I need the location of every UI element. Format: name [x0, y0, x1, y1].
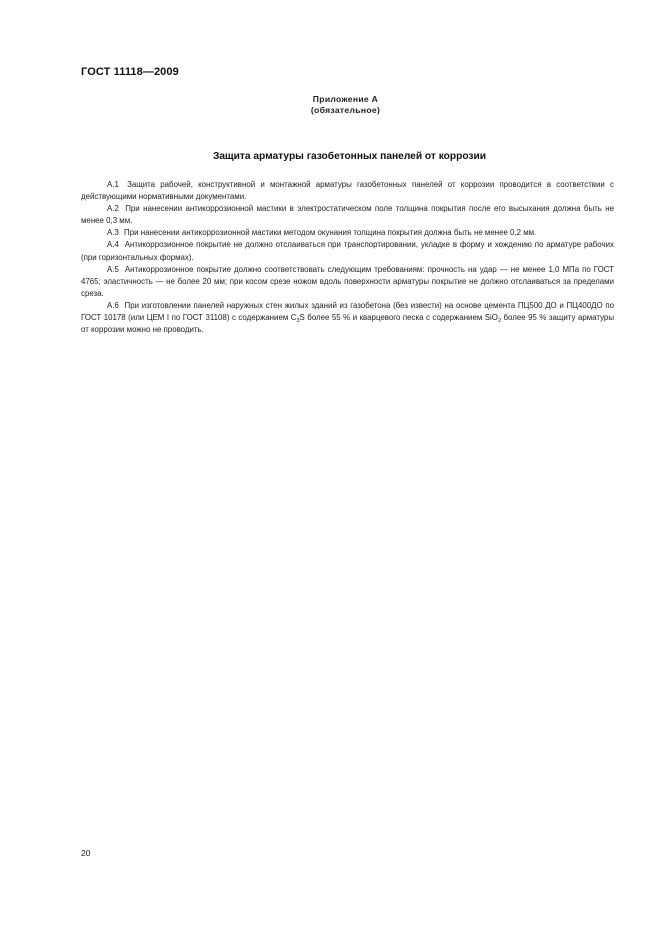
paragraph-a4 — [81, 239, 614, 263]
subscript: 2 — [497, 318, 501, 325]
paragraph-number: А.2 — [107, 204, 119, 214]
paragraph-a5 — [81, 264, 614, 300]
paragraph-number: А.6 — [107, 300, 119, 310]
standard-header: ГОСТ 11118—2009 — [81, 66, 179, 78]
body-text — [81, 179, 614, 336]
page-number: 20 — [81, 848, 91, 858]
paragraph-text: Защита рабочей, конструктивной и монтажной арматуры газобетонных панелей от коррозии проводится в соответствии с действующими нормативными документами. — [81, 180, 614, 202]
paragraph-number: А.3 — [107, 228, 119, 238]
paragraph-number: А.5 — [107, 264, 119, 274]
subscript: 3 — [296, 318, 300, 325]
paragraph-text: При нанесении антикоррозионной мастики методом окунания толщина покрытия должна быть не менее 0,2 мм. — [124, 228, 537, 238]
paragraph-text: Антикоррозионное покрытие должно соответствовать следующим требованиям: прочность на удар — не менее 1,0 МПа по ГОСТ 4765; эластичность — не более 20 мм; при косом срезе ножом вдоль поверхности арматуры покрытие не должно отслаиваться за пределами среза. — [81, 264, 615, 298]
paragraph-a3 — [81, 227, 614, 239]
paragraph-a6 — [81, 300, 614, 336]
paragraph-number: А.1 — [107, 180, 119, 189]
paragraph-a2 — [81, 203, 614, 227]
appendix-heading — [0, 94, 661, 116]
paragraph-text: S более 55 % и кварцевого песка с содержанием SiO — [299, 313, 498, 323]
appendix-title: Приложение А — [312, 94, 379, 104]
paragraph-text: При нанесении антикоррозионной мастики в электростатическом поле толщина покрытия после его высыхания должна быть не менее 0,3 мм. — [81, 204, 614, 226]
appendix-status: (обязательное) — [310, 105, 381, 115]
paragraph-text: Антикоррозионное покрытие не должно отслаиваться при транспортировании, укладке в форму и хождению по арматуре рабочих (при горизонтальных формах). — [81, 240, 614, 262]
paragraph-a1 — [81, 179, 614, 203]
paragraph-text: более 95 % защиту арматуры от коррозии можно не проводить. — [81, 313, 614, 335]
paragraph-text: При изготовлении панелей наружных стен жилых зданий из газобетона (без извести) на основе цемента ПЦ500 ДО и ПЦ400ДО по ГОСТ 10178 (или ЦЕМ I по ГОСТ 31108) с содержанием C — [81, 300, 614, 323]
section-title: Защита арматуры газобетонных панелей от коррозии — [212, 151, 487, 162]
paragraph-number: А.4 — [107, 240, 119, 250]
